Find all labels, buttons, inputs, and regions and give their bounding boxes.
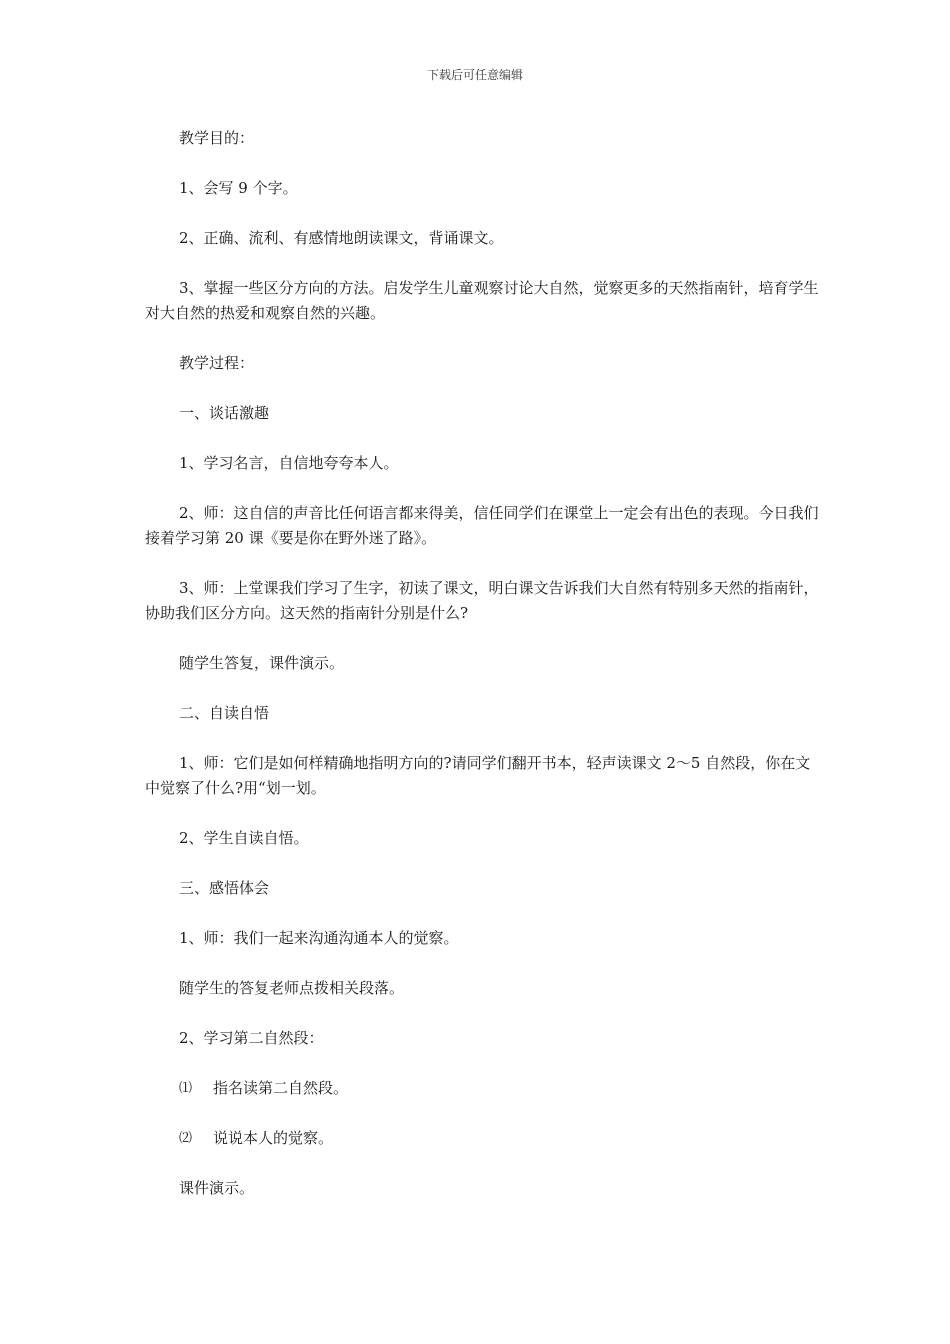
paragraph: 1、师：它们是如何样精确地指明方向的?请同学们翻开书本，轻声读课文 2～5 自然段，你在文中觉察了什么?用“划一划。 [145,754,811,797]
paragraph: 3、掌握一些区分方向的方法。启发学生儿童观察讨论大自然，觉察更多的天然指南针，培育学生对大自然的热爱和观察自然的兴趣。 [145,279,819,322]
paragraph: 教学目的： [179,129,255,147]
document-body [145,126,825,1226]
paragraph: 2、正确、流利、有感情地朗读课文，背诵课文。 [179,229,504,247]
paragraph: 1、会写 9 个字。 [179,179,298,197]
paragraph: 随学生的答复老师点拨相关段落。 [179,979,405,997]
section-heading: 教学过程： [179,354,255,372]
section-heading: 三、感悟体会 [179,879,270,897]
section-heading: 二、自读自悟 [179,704,270,722]
sub-list-item [145,1126,825,1151]
section-heading: 一、谈话激趣 [179,404,270,422]
sub-list-number: ⑴ [179,1081,193,1096]
page-header: 下载后可任意编辑 [426,68,523,82]
paragraph: 随学生答复，课件演示。 [179,654,345,672]
sub-list-text: 说说本人的觉察。 [213,1129,334,1147]
sub-list-number: ⑵ [179,1131,193,1146]
paragraph: 3、师：上堂课我们学习了生字，初读了课文，明白课文告诉我们大自然有特别多天然的指南针，协助我们区分方向。这天然的指南针分别是什么? [145,579,819,622]
paragraph: 2、师：这自信的声音比任何语言都来得美，信任同学们在课堂上一定会有出色的表现。今日我们接着学习第 20 课《要是你在野外迷了路》。 [145,504,819,547]
paragraph: 1、学习名言，自信地夸夸本人。 [179,454,399,472]
sub-list-text: 指名读第二自然段。 [213,1079,349,1097]
paragraph: 1、师：我们一起来沟通沟通本人的觉察。 [179,929,459,947]
paragraph: 课件演示。 [179,1179,255,1197]
paragraph: 2、学习第二自然段： [179,1029,324,1047]
sub-list-item [145,1076,825,1101]
paragraph: 2、学生自读自悟。 [179,829,309,847]
